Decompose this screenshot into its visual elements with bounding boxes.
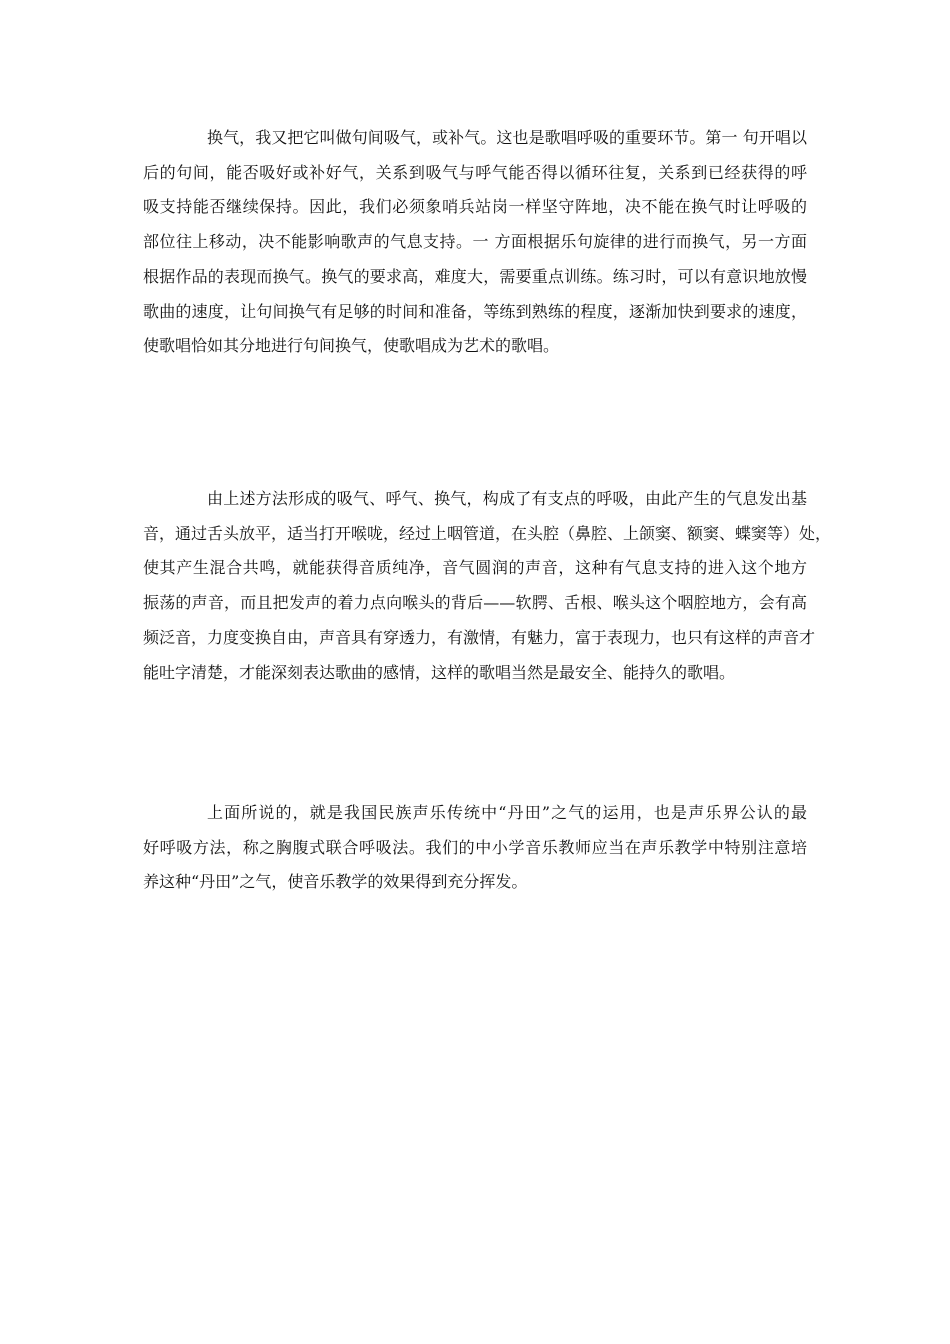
paragraph-line: 频泛音，力度变换自由，声音具有穿透力，有激情，有魅力，富于表现力，也只有这样的声音才 [143,627,816,647]
paragraph-line: 后的句间，能否吸好或补好气，关系到吸气与呼气能否得以循环往复，关系到已经获得的呼 [143,162,807,182]
paragraph-2 [143,482,832,690]
paragraph-line: 能吐字清楚，才能深刻表达歌曲的感情，这样的歌唱当然是最安全、能持久的歌唱。 [143,662,736,682]
paragraph-line: 换气，我又把它叫做句间吸气，或补气。这也是歌唱呼吸的重要环节。第一 句开唱以 [207,128,807,147]
paragraph-line: 吸支持能否继续保持。因此，我们必须象哨兵站岗一样坚守阵地，决不能在换气时让呼吸的 [143,197,807,217]
paragraph-line: 根据作品的表现而换气。换气的要求高，难度大，需要重点训练。练习时，可以有意识地放慢 [143,266,807,286]
paragraph-line: 使其产生混合共鸣，就能获得音质纯净，音气圆润的声音，这种有气息支持的进入这个地方 [143,558,807,578]
paragraph-line: 好呼吸方法，称之胸腹式联合呼吸法。我们的中小学音乐教师应当在声乐教学中特别注意培 [143,837,807,857]
paragraph-line: 养这种“丹田”之气，使音乐教学的效果得到充分挥发。 [143,872,528,892]
paragraph-line: 使歌唱恰如其分地进行句间换气，使歌唱成为艺术的歌唱。 [143,336,560,356]
paragraph-line: 音，通过舌头放平，适当打开喉咙，经过上咽管道，在头腔（鼻腔、上颌窦、额窦、蝶窦等）处， [143,523,832,543]
paragraph-line: 振荡的声音，而且把发声的着力点向喉头的背后——软腭、舌根、喉头这个咽腔地方，会有高 [143,593,807,613]
paragraph-line: 由上述方法形成的吸气、呼气、换气，构成了有支点的呼吸，由此产生的气息发出基 [207,489,807,508]
paragraph-3 [143,796,807,900]
paragraph-line: 歌曲的速度，让句间换气有足够的时间和准备，等练到熟练的程度，逐渐加快到要求的速度， [143,301,807,321]
paragraph-line: 部位往上移动，决不能影响歌声的气息支持。一 方面根据乐句旋律的进行而换气，另一方面 [143,232,807,252]
paragraph-line: 上面所说的，就是我国民族声乐传统中“丹田”之气的运用，也是声乐界公认的最 [207,803,807,822]
paragraph-1 [143,121,807,364]
